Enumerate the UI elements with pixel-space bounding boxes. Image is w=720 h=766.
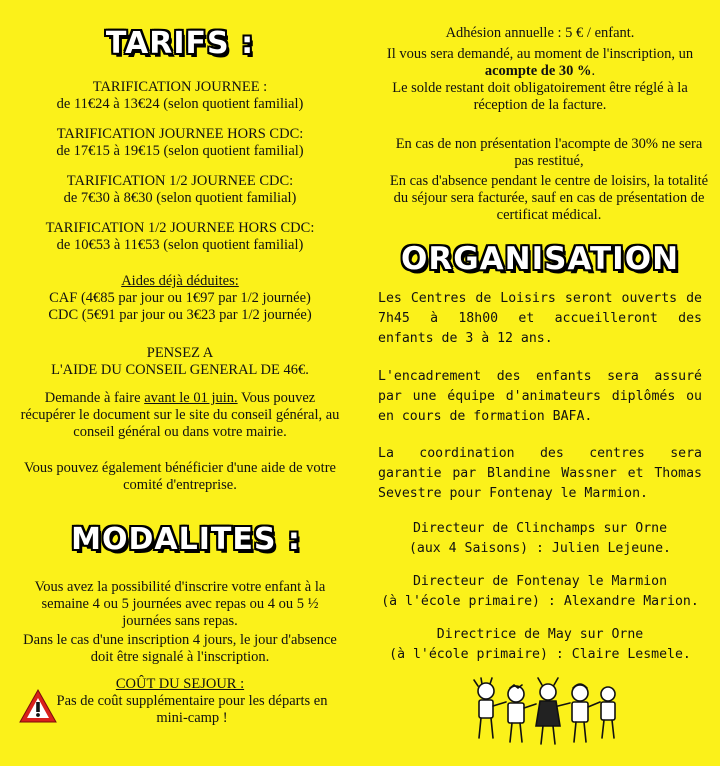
demande-deadline: avant le 01 juin. (144, 390, 238, 406)
tarif-line: TARIFICATION JOURNEE : (92, 79, 268, 95)
director-fontenay (360, 572, 720, 612)
pensez-line: PENSEZ A (146, 345, 214, 361)
director-line: (à l'école primaire) : Alexandre Marion. (381, 594, 699, 609)
pensez-block (0, 345, 360, 379)
director-line: Directeur de Clinchamps sur Orne (412, 521, 668, 536)
modalites-paragraph: Vous avez la possibilité d'inscrire votre enfant à la semaine 4 ou 5 journées avec repas ou 4 ou 5 ½ journées sans repas. (34, 579, 326, 629)
solde-paragraph: Le solde restant doit obligatoirement être réglé à la réception de la facture. (392, 80, 688, 113)
acompte-suffix: . (591, 63, 596, 79)
cout-paragraph: Pas de coût supplémentaire pour les départs en mini-camp ! (56, 693, 328, 726)
tarif-line: TARIFICATION JOURNEE HORS CDC: (56, 126, 304, 142)
aides-line: CAF (4€85 par jour ou 1€97 par 1/2 journée) (49, 290, 311, 306)
acompte-paragraph (368, 46, 712, 80)
tarif-line: de 10€53 à 11€53 (selon quotient familial) (56, 237, 304, 253)
pensez-line: L'AIDE DU CONSEIL GENERAL DE 46€. (51, 362, 309, 378)
aides-block (0, 273, 360, 324)
org-paragraph-coordination: La coordination des centres sera garantie par Blandine Wassner et Thomas Sevestre pour Fontenay le Marmion. (378, 446, 702, 501)
absence-paragraph: Dans le cas d'une inscription 4 jours, le jour d'absence doit être signalé à l'inscription. (23, 632, 337, 665)
tarifs-heading: TARIFS : (105, 26, 255, 61)
warning-triangle-icon (18, 688, 58, 724)
director-line: (aux 4 Saisons) : Julien Lejeune. (408, 541, 671, 556)
bullet-text: En cas d'absence pendant le centre de loisirs, la totalité du séjour sera facturée, sauf en cas de présentation de certificat médical. (389, 173, 709, 223)
organisation-heading: ORGANISATION (400, 241, 680, 277)
acompte-prefix: Il vous sera demandé, au moment de l'inscription, un (386, 46, 694, 62)
bullet-text: En cas de non présentation l'acompte de 30% ne sera pas restitué, (395, 136, 703, 169)
aides-line: CDC (5€91 par jour ou 3€23 par 1/2 journée) (48, 307, 312, 323)
bullet-item (370, 173, 710, 224)
demande-paragraph (18, 390, 342, 441)
director-line: Directeur de Fontenay le Marmion (412, 574, 668, 589)
tarif-demi-journee-cdc (0, 173, 360, 207)
tarif-line: de 11€24 à 13€24 (selon quotient familial) (56, 96, 304, 112)
tarif-journee (0, 79, 360, 113)
modalites-heading: MODALITES : (71, 522, 301, 557)
tarif-demi-journee-hors-cdc (0, 220, 360, 254)
director-line: (à l'école primaire) : Claire Lesmele. (389, 647, 691, 662)
director-may (360, 625, 720, 665)
director-clinchamps (360, 519, 720, 559)
aides-title: Aides déjà déduites: (121, 273, 239, 289)
children-holding-hands-illustration (470, 676, 620, 748)
demande-rest: Vous pouvez récupérer le document sur le site du conseil général, au conseil général ou dans votre mairie. (20, 390, 340, 440)
director-line: Directrice de May sur Orne (436, 627, 644, 642)
org-paragraph-encadrement: L'encadrement des enfants sera assuré par une équipe d'animateurs diplômés ou en cours de formation BAFA. (378, 369, 702, 424)
ce-paragraph: Vous pouvez également bénéficier d'une aide de votre comité d'entreprise. (24, 460, 336, 493)
bullet-item (370, 136, 710, 170)
tarif-line: de 7€30 à 8€30 (selon quotient familial) (63, 190, 297, 206)
acompte-amount: acompte de 30 % (484, 63, 592, 79)
tarif-line: TARIFICATION 1/2 JOURNEE CDC: (66, 173, 294, 189)
cout-title: COÛT DU SEJOUR : (115, 676, 245, 692)
adhesion-line: Adhésion annuelle : 5 € / enfant. (445, 25, 635, 41)
org-paragraph-hours: Les Centres de Loisirs seront ouverts de 7h45 à 18h00 et accueilleront des enfants de 3 à 12 ans. (378, 291, 702, 346)
tarif-line: de 17€15 à 19€15 (selon quotient familial) (56, 143, 304, 159)
tarif-line: TARIFICATION 1/2 JOURNEE HORS CDC: (45, 220, 315, 236)
demande-prefix: Demande à faire (44, 390, 145, 406)
tarif-journee-hors-cdc (0, 126, 360, 160)
